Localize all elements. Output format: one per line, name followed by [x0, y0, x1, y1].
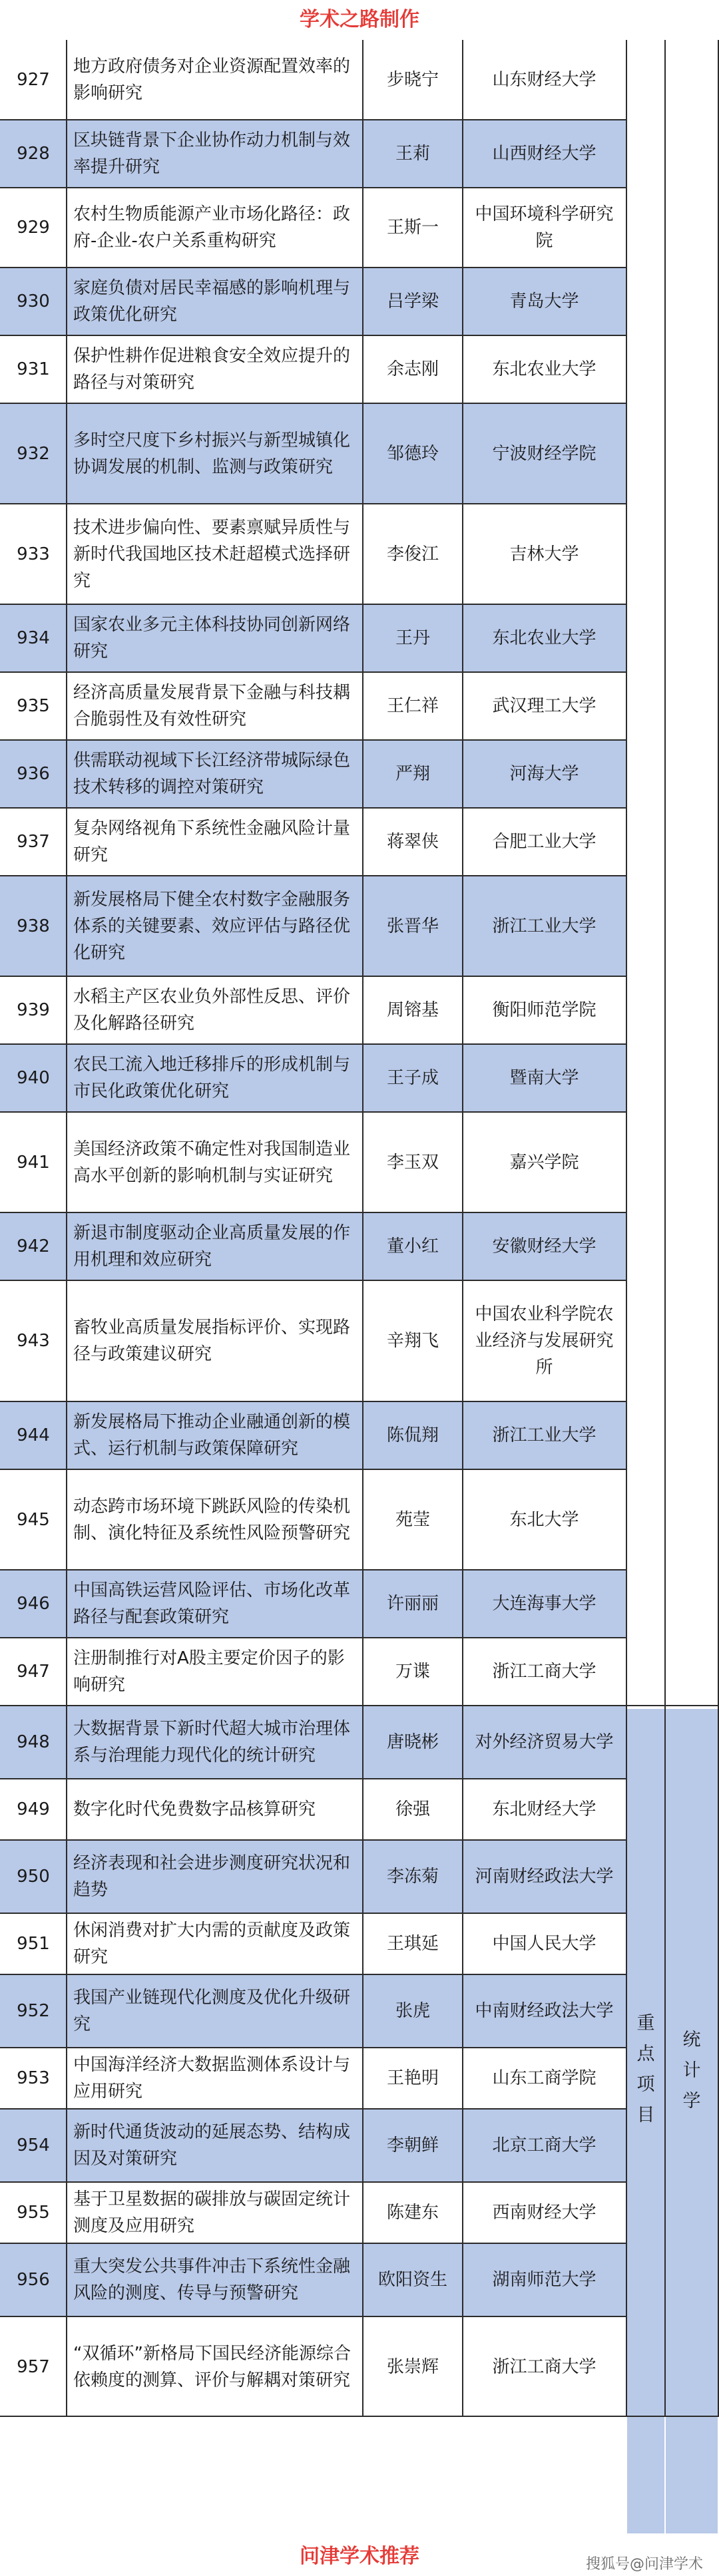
institution-name: 浙江工业大学	[492, 1425, 597, 1445]
principal-name: 李俊江	[386, 544, 439, 564]
row-divider	[0, 335, 627, 336]
project-table	[0, 40, 719, 2533]
table-row	[0, 1779, 626, 1840]
project-title: 动态跨市场环境下跳跃风险的传染机制、演化特征及系统性风险预警研究	[73, 1496, 351, 1543]
project-number: 945	[17, 1509, 50, 1530]
project-number: 946	[17, 1594, 50, 1614]
row-divider	[0, 1974, 627, 1975]
table-row	[0, 1044, 626, 1112]
row-divider	[0, 2108, 627, 2110]
table-row	[0, 1212, 626, 1280]
institution-name: 大连海事大学	[492, 1594, 597, 1614]
table-row	[0, 2243, 626, 2316]
table-row	[0, 120, 626, 188]
header-title: 学术之路制作	[300, 8, 419, 31]
principal-name: 王子成	[386, 1068, 439, 1088]
table-row	[0, 188, 626, 268]
project-number: 952	[17, 2001, 50, 2021]
row-divider	[0, 807, 627, 809]
principal-name: 王莉	[395, 144, 430, 164]
row-divider	[0, 1280, 627, 1281]
principal-name: 陈侃翔	[386, 1425, 439, 1445]
project-title: 国家农业多元主体科技协同创新网络研究	[73, 615, 351, 661]
category-type-label: 重点项目	[636, 2013, 655, 2125]
principal-name: 余志刚	[386, 359, 439, 379]
project-number: 947	[17, 1662, 50, 1682]
project-title: 中国高铁运营风险评估、市场化改革路径与配套政策研究	[73, 1580, 351, 1627]
project-title: 新时代通货波动的延展态势、结构成因及对策研究	[73, 2122, 351, 2169]
row-divider	[0, 1569, 627, 1570]
principal-name: 李冻菊	[386, 1867, 439, 1887]
project-title: 保护性耕作促进粮食安全效应提升的路径与对策研究	[73, 346, 351, 393]
watermark: 搜狐号@问津学术	[586, 2556, 704, 2573]
row-divider	[0, 875, 627, 876]
project-title: 水稻主产区农业负外部性反思、评价及化解路径研究	[73, 987, 351, 1033]
institution-name: 衡阳师范学院	[492, 1000, 597, 1020]
principal-name: 张虎	[395, 2001, 430, 2021]
institution-name: 山西财经大学	[492, 144, 597, 164]
table-row	[0, 403, 626, 504]
principal-name: 欧阳资生	[377, 2270, 447, 2290]
project-title: 技术进步偏向性、要素禀赋异质性与新时代我国地区技术赶超模式选择研究	[73, 517, 351, 591]
table-row	[0, 40, 626, 120]
project-title: 新发展格局下推动企业融通创新的模式、运行机制与政策保障研究	[73, 1412, 351, 1459]
row-divider	[0, 671, 627, 673]
row-divider	[0, 2416, 719, 2417]
table-row	[0, 1913, 626, 1974]
principal-name: 张晋华	[386, 916, 439, 936]
category-discipline-cell	[666, 1709, 718, 2533]
project-title: “双循环”新格局下国民经济能源综合依赖度的测算、评价与解耦对策研究	[73, 2343, 351, 2390]
project-number: 938	[17, 916, 50, 936]
institution-name: 西南财经大学	[492, 2203, 597, 2223]
row-divider	[0, 1111, 627, 1113]
project-title: 大数据背景下新时代超大城市治理体系与治理能力现代化的统计研究	[73, 1719, 351, 1765]
table-row	[0, 1974, 626, 2048]
principal-name: 唐晓彬	[386, 1732, 439, 1752]
institution-name: 青岛大学	[509, 291, 579, 311]
table-row	[0, 1112, 626, 1212]
project-number: 937	[17, 832, 50, 852]
project-title: 地方政府债务对企业资源配置效率的影响研究	[73, 57, 351, 103]
principal-name: 徐强	[395, 1799, 430, 1819]
principal-name: 李朝鲜	[386, 2135, 439, 2155]
project-number: 957	[17, 2356, 50, 2377]
category-type-upper	[627, 40, 664, 1708]
project-number: 940	[17, 1068, 50, 1088]
project-number: 930	[17, 291, 50, 311]
project-title: 区块链背景下企业协作动力机制与效率提升研究	[73, 130, 351, 177]
project-number: 949	[17, 1799, 50, 1819]
principal-name: 王斯一	[386, 218, 439, 238]
table-row	[0, 1469, 626, 1570]
project-number: 936	[17, 764, 50, 784]
principal-name: 王丹	[395, 628, 430, 648]
table-row	[0, 1280, 626, 1401]
table-row	[0, 740, 626, 808]
row-divider	[0, 2047, 627, 2048]
project-title: 农村生物质能源产业市场化路径：政府-企业-农户关系重构研究	[73, 204, 351, 251]
principal-name: 董小红	[386, 1236, 439, 1256]
column-divider	[664, 40, 666, 2417]
project-title: 我国产业链现代化测度及优化升级研究	[73, 1988, 351, 2034]
institution-name: 北京工商大学	[492, 2135, 597, 2155]
principal-name: 万谍	[395, 1662, 430, 1682]
row-divider	[0, 1778, 627, 1779]
principal-name: 吕学梁	[386, 291, 439, 311]
project-number: 956	[17, 2270, 50, 2290]
row-divider	[0, 604, 627, 605]
project-title: 经济表现和社会进步测度研究状况和趋势	[73, 1853, 351, 1900]
project-number: 950	[17, 1867, 50, 1887]
institution-name: 中国人民大学	[492, 1934, 597, 1954]
category-discipline-label: 统计学	[682, 2030, 701, 2112]
row-divider	[0, 1212, 627, 1213]
column-divider	[462, 40, 463, 2417]
institution-name: 东北农业大学	[492, 359, 597, 379]
project-title: 重大突发公共事件冲击下系统性金融风险的测度、传导与预警研究	[73, 2257, 351, 2303]
institution-name: 东北财经大学	[492, 1799, 597, 1819]
principal-name: 张崇辉	[386, 2356, 439, 2377]
project-title: 基于卫星数据的碳排放与碳固定统计测度及应用研究	[73, 2189, 351, 2236]
table-row	[0, 2048, 626, 2109]
row-divider	[0, 1705, 719, 1706]
principal-name: 周镕基	[386, 1000, 439, 1020]
institution-name: 合肥工业大学	[492, 832, 597, 852]
institution-name: 武汉理工大学	[492, 696, 597, 716]
project-number: 948	[17, 1732, 50, 1752]
project-title: 多时空尺度下乡村振兴与新型城镇化协调发展的机制、监测与政策研究	[73, 430, 351, 477]
institution-name: 中国环境科学研究院	[475, 204, 614, 251]
institution-name: 对外经济贸易大学	[475, 1732, 614, 1752]
row-divider	[0, 1839, 627, 1841]
table-row	[0, 604, 626, 672]
principal-name: 许丽丽	[386, 1594, 439, 1614]
project-title: 供需联动视域下长江经济带城际绿色技术转移的调控对策研究	[73, 751, 351, 797]
table-row	[0, 1706, 626, 1779]
project-number: 944	[17, 1425, 50, 1445]
project-title: 注册制推行对A股主要定价因子的影响研究	[73, 1648, 345, 1695]
row-divider	[0, 976, 627, 977]
institution-name: 东北大学	[509, 1509, 579, 1530]
table-row	[0, 504, 626, 604]
project-number: 942	[17, 1236, 50, 1256]
row-divider	[0, 403, 627, 404]
project-number: 941	[17, 1152, 50, 1173]
principal-name: 蒋翠侠	[386, 832, 439, 852]
row-divider	[0, 1043, 627, 1045]
table-row	[0, 1638, 626, 1706]
project-number: 932	[17, 443, 50, 464]
principal-name: 李玉双	[386, 1152, 439, 1173]
row-divider	[0, 119, 627, 120]
project-title: 中国海洋经济大数据监测体系设计与应用研究	[73, 2055, 351, 2102]
institution-name: 宁波财经学院	[492, 443, 597, 464]
table-row	[0, 976, 626, 1044]
principal-name: 陈建东	[386, 2203, 439, 2223]
row-divider	[0, 1913, 627, 1914]
column-divider	[66, 40, 67, 2417]
table-row	[0, 1840, 626, 1913]
institution-name: 中南财经政法大学	[475, 2001, 614, 2021]
project-number: 939	[17, 1000, 50, 1020]
table-row	[0, 335, 626, 403]
principal-name: 步晓宁	[386, 70, 439, 90]
institution-name: 河南财经政法大学	[475, 1867, 614, 1887]
principal-name: 王琪延	[386, 1934, 439, 1954]
table-row	[0, 876, 626, 976]
table-row	[0, 808, 626, 876]
project-number: 951	[17, 1934, 50, 1954]
project-title: 新发展格局下健全农村数字金融服务体系的关键要素、效应评估与路径优化研究	[73, 889, 351, 963]
row-divider	[0, 1637, 627, 1638]
project-number: 927	[17, 70, 50, 90]
project-title: 农民工流入地迁移排斥的形成机制与市民化政策优化研究	[73, 1055, 351, 1101]
project-title: 数字化时代免费数字品核算研究	[73, 1799, 316, 1819]
table-row	[0, 2182, 626, 2243]
institution-name: 浙江工商大学	[492, 2356, 597, 2377]
row-divider	[0, 187, 627, 188]
table-row	[0, 1401, 626, 1469]
footer-title: 问津学术推荐	[300, 2545, 419, 2568]
project-title: 新退市制度驱动企业高质量发展的作用机理和效应研究	[73, 1223, 351, 1270]
table-row	[0, 2109, 626, 2182]
project-title: 美国经济政策不确定性对我国制造业高水平创新的影响机制与实证研究	[73, 1139, 351, 1186]
row-divider	[0, 739, 627, 741]
project-title: 经济高质量发展背景下金融与科技耦合脆弱性及有效性研究	[73, 683, 351, 729]
institution-name: 河海大学	[509, 764, 579, 784]
table-row	[0, 2316, 626, 2417]
project-number: 935	[17, 696, 50, 716]
table-row	[0, 1570, 626, 1638]
category-type-cell	[627, 1709, 664, 2533]
institution-name: 暨南大学	[509, 1068, 579, 1088]
row-divider	[0, 503, 627, 504]
principal-name: 王艳明	[386, 2068, 439, 2088]
table-row	[0, 268, 626, 335]
category-discipline-upper	[666, 40, 718, 1708]
project-number: 934	[17, 628, 50, 648]
principal-name: 苑莹	[395, 1509, 430, 1530]
project-number: 933	[17, 544, 50, 564]
row-divider	[0, 2243, 627, 2244]
principal-name: 邹德玲	[386, 443, 439, 464]
project-number: 953	[17, 2068, 50, 2088]
project-number: 928	[17, 144, 50, 164]
row-divider	[0, 1401, 627, 1402]
project-title: 畜牧业高质量发展指标评价、实现路径与政策建议研究	[73, 1318, 351, 1364]
institution-name: 安徽财经大学	[492, 1236, 597, 1256]
table-row	[0, 672, 626, 740]
institution-name: 浙江工商大学	[492, 1662, 597, 1682]
principal-name: 严翔	[395, 764, 430, 784]
institution-name: 浙江工业大学	[492, 916, 597, 936]
project-title: 家庭负债对居民幸福感的影响机理与政策优化研究	[73, 278, 351, 325]
project-number: 955	[17, 2203, 50, 2223]
institution-name: 山东工商学院	[492, 2068, 597, 2088]
institution-name: 湖南师范大学	[492, 2270, 597, 2290]
principal-name: 王仁祥	[386, 696, 439, 716]
column-divider	[362, 40, 363, 2417]
project-number: 943	[17, 1331, 50, 1351]
project-number: 929	[17, 218, 50, 238]
column-divider	[626, 40, 627, 2417]
institution-name: 吉林大学	[509, 544, 579, 564]
project-title: 复杂网络视角下系统性金融风险计量研究	[73, 819, 351, 865]
project-title: 休闲消费对扩大内需的贡献度及政策研究	[73, 1921, 351, 1967]
project-number: 954	[17, 2135, 50, 2155]
row-divider	[0, 1469, 627, 1470]
institution-name: 中国农业科学院农业经济与发展研究所	[475, 1304, 614, 1378]
row-divider	[0, 267, 627, 268]
principal-name: 辛翔飞	[386, 1331, 439, 1351]
row-divider	[0, 2316, 627, 2317]
institution-name: 山东财经大学	[492, 70, 597, 90]
project-number: 931	[17, 359, 50, 379]
institution-name: 嘉兴学院	[509, 1152, 579, 1173]
row-divider	[0, 2181, 627, 2183]
institution-name: 东北农业大学	[492, 628, 597, 648]
